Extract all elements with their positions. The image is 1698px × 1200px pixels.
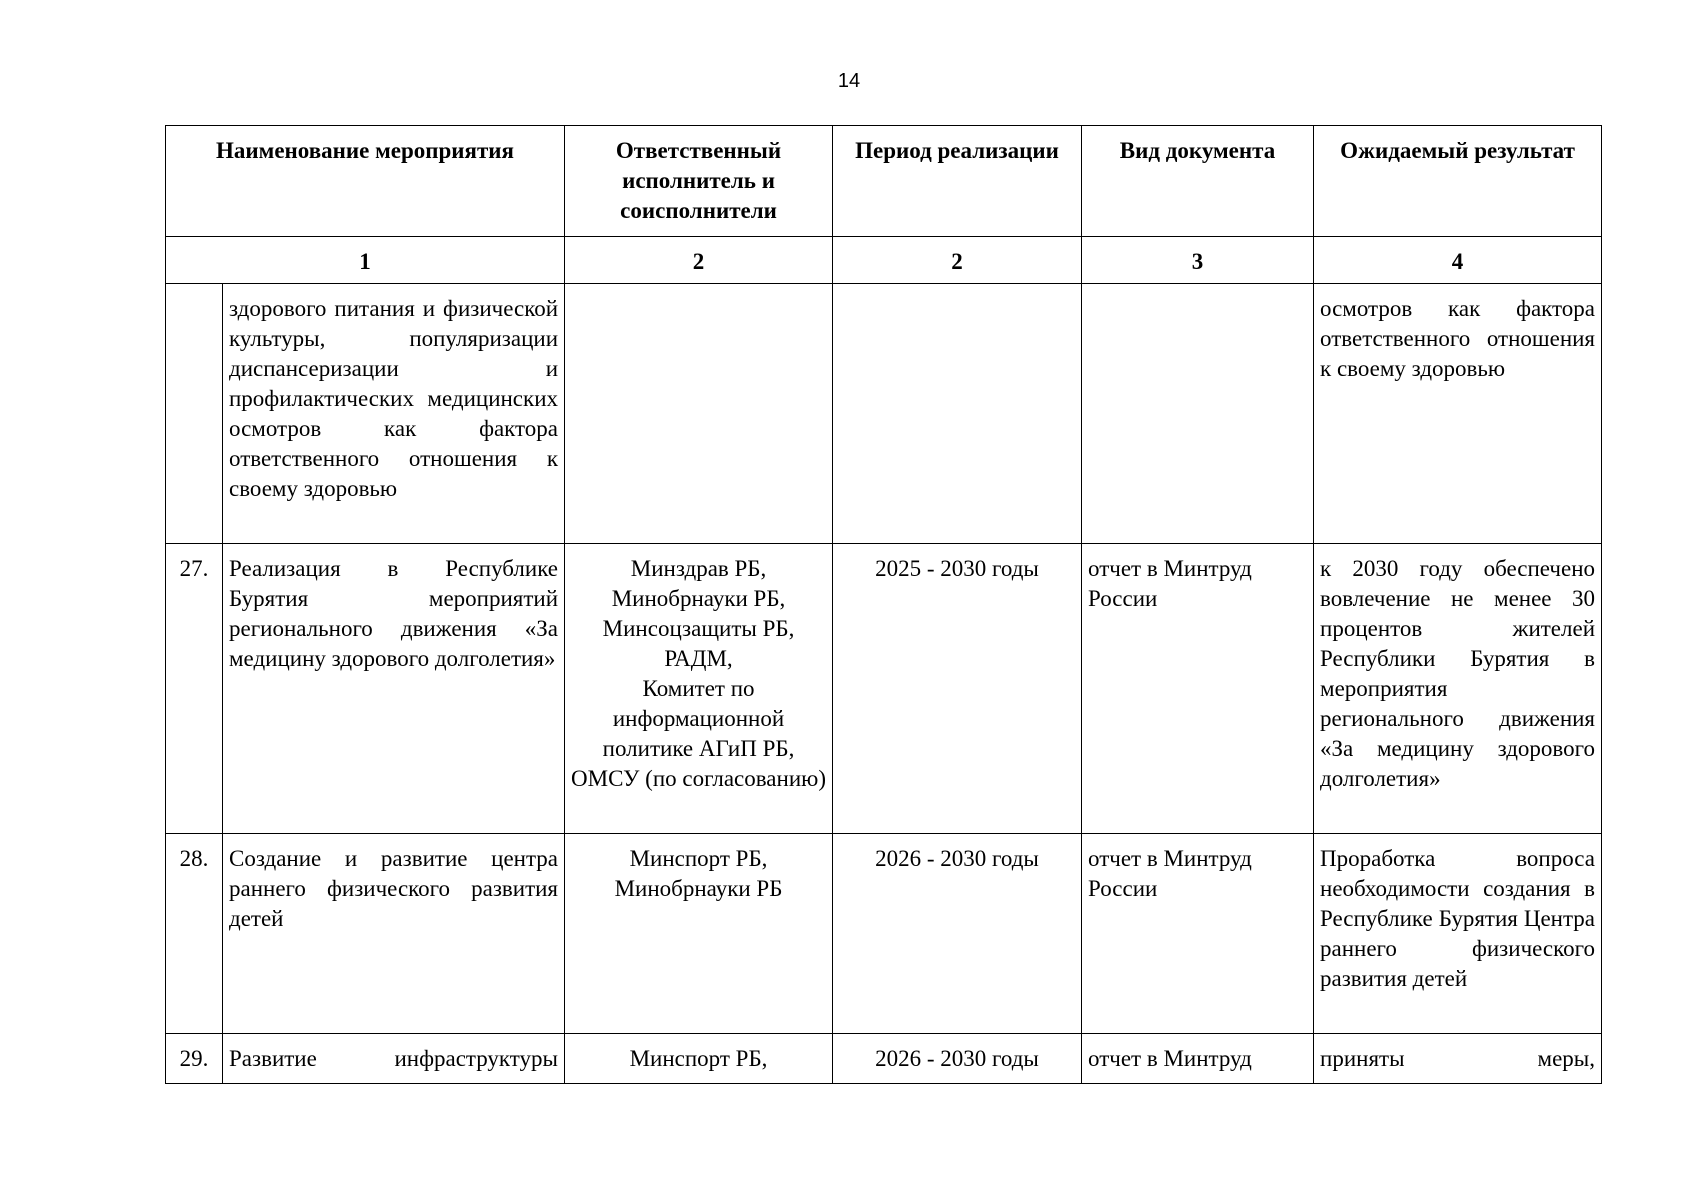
row-index: 28. xyxy=(166,834,223,1034)
row-index xyxy=(166,284,223,544)
row-doc-type: отчет в Минтруд России xyxy=(1082,834,1314,1034)
row-result: Проработка вопроса необходимости создания в Республике Бурятия Центра раннего физического развития детей xyxy=(1314,834,1602,1034)
measures-table xyxy=(165,125,1602,1084)
row-responsible xyxy=(565,284,833,544)
header-name: Наименование мероприятия xyxy=(166,126,565,237)
row-name: Реализация в Республике Бурятия мероприятий регионального движения «За медицину здорового долголетия» xyxy=(223,544,565,834)
row-doc-type xyxy=(1082,284,1314,544)
header-responsible: Ответственный исполнитель и соисполнители xyxy=(565,126,833,237)
table-row xyxy=(166,1034,1602,1084)
row-period: 2025 - 2030 годы xyxy=(833,544,1082,834)
row-result: приняты меры, xyxy=(1314,1034,1602,1084)
col-number-result: 4 xyxy=(1314,237,1602,284)
col-number-doc-type: 3 xyxy=(1082,237,1314,284)
header-doc-type: Вид документа xyxy=(1082,126,1314,237)
table-row xyxy=(166,284,1602,544)
row-period: 2026 - 2030 годы xyxy=(833,1034,1082,1084)
row-result: осмотров как фактора ответственного отношения к своему здоровью xyxy=(1314,284,1602,544)
header-result: Ожидаемый результат xyxy=(1314,126,1602,237)
row-name: Развитие инфраструктуры xyxy=(223,1034,565,1084)
page-number: 14 xyxy=(837,70,861,92)
header-period: Период реализации xyxy=(833,126,1082,237)
row-doc-type: отчет в Минтруд xyxy=(1082,1034,1314,1084)
table-row xyxy=(166,544,1602,834)
row-period: 2026 - 2030 годы xyxy=(833,834,1082,1034)
row-responsible: Минздрав РБ, Минобрнауки РБ, Минсоцзащиты РБ, РАДМ, Комитет по информационной политике АГиП РБ, ОМСУ (по согласованию) xyxy=(565,544,833,834)
col-number-responsible: 2 xyxy=(565,237,833,284)
row-responsible: Минспорт РБ, xyxy=(565,1034,833,1084)
row-index: 29. xyxy=(166,1034,223,1084)
column-number-row xyxy=(166,237,1602,284)
row-index: 27. xyxy=(166,544,223,834)
row-doc-type: отчет в Минтруд России xyxy=(1082,544,1314,834)
row-responsible: Минспорт РБ, Минобрнауки РБ xyxy=(565,834,833,1034)
row-name: здорового питания и физической культуры, популяризации диспансеризации и профилактических медицинских осмотров как фактора ответственного отношения к своему здоровью xyxy=(223,284,565,544)
col-number-period: 2 xyxy=(833,237,1082,284)
row-period xyxy=(833,284,1082,544)
header-row xyxy=(166,126,1602,237)
row-name: Создание и развитие центра раннего физического развития детей xyxy=(223,834,565,1034)
row-result: к 2030 году обеспечено вовлечение не менее 30 процентов жителей Республики Бурятия в мероприятия регионального движения «За медицину здорового долголетия» xyxy=(1314,544,1602,834)
col-number-name: 1 xyxy=(166,237,565,284)
table-row xyxy=(166,834,1602,1034)
